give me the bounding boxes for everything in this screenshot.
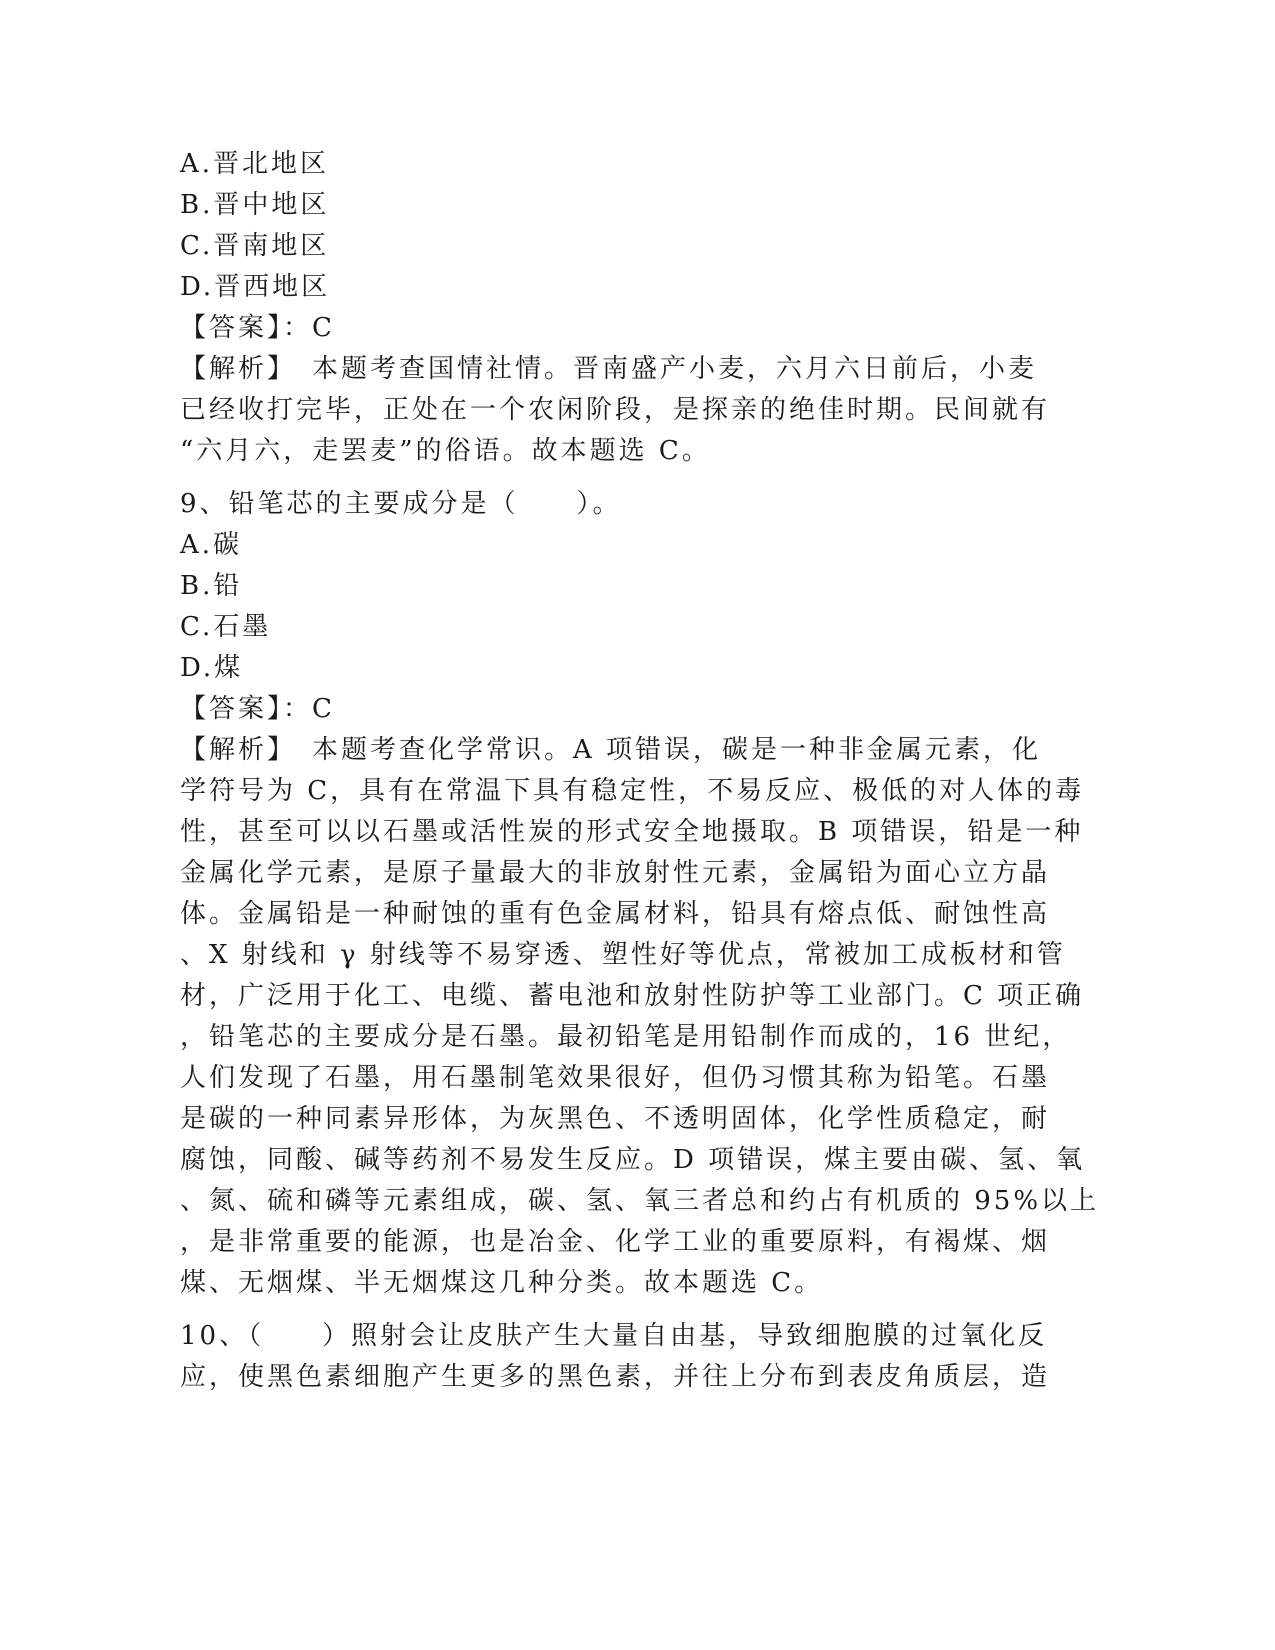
analysis-line: 已经收打完毕，正处在一个农闲阶段，是探亲的绝佳时期。民间就有	[180, 395, 1051, 425]
analysis-line: 是碳的一种同素异形体，为灰黑色、不透明固体，化学性质稳定，耐	[180, 1104, 1051, 1134]
question-10-block	[180, 1316, 1080, 1398]
question-spacer	[180, 472, 1080, 484]
answer-line: 【答案】：C	[180, 313, 335, 343]
analysis-line: 材，广泛用于化工、电缆、蓄电池和放射性防护等工业部门。C 项正确	[180, 981, 1085, 1011]
analysis-line: 人们发现了石墨，用石墨制笔效果很好，但仍习惯其称为铅笔。石墨	[180, 1063, 1051, 1093]
option-b: B.铅	[180, 571, 243, 601]
document-page	[180, 144, 1100, 1398]
analysis-line: 金属化学元素，是原子量最大的非放射性元素，金属铅为面心立方晶	[180, 858, 1051, 888]
analysis-line: 性，甚至可以以石墨或活性炭的形式安全地摄取。B 项错误，铅是一种	[180, 817, 1084, 847]
option-d: D.晋西地区	[180, 272, 331, 302]
option-c: C.石墨	[180, 612, 272, 642]
question-9-block	[180, 484, 1100, 1304]
analysis-line: 煤、无烟煤、半无烟煤这几种分类。故本题选 C。	[180, 1268, 824, 1298]
question-spacer	[180, 1304, 1080, 1316]
option-b: B.晋中地区	[180, 190, 330, 220]
option-a: A.碳	[180, 530, 243, 560]
analysis-line: 、X 射线和 γ 射线等不易穿透、塑性好等优点，常被加工成板材和管	[180, 940, 1066, 970]
option-c: C.晋南地区	[180, 231, 330, 261]
analysis-line: 腐蚀，同酸、碱等药剂不易发生反应。D 项错误，煤主要由碳、氢、氧	[180, 1145, 1086, 1175]
analysis-line: “六月六，走罢麦”的俗语。故本题选 C。	[180, 436, 711, 466]
question-text: 10、（ ）照射会让皮肤产生大量自由基，导致细胞膜的过氧化反	[180, 1321, 1048, 1351]
analysis-line: 、氮、硫和磷等元素组成，碳、氢、氧三者总和约占有机质的 95%以上	[180, 1186, 1100, 1216]
analysis-line: 【解析】 本题考查国情社情。晋南盛产小麦，六月六日前后，小麦	[180, 354, 1038, 384]
analysis-line: ，是非常重要的能源，也是冶金、化学工业的重要原料，有褐煤、烟	[180, 1227, 1051, 1257]
option-d: D.煤	[180, 653, 244, 683]
analysis-line: ，铅笔芯的主要成分是石墨。最初铅笔是用铅制作而成的，16 世纪，	[180, 1022, 1072, 1052]
answer-line: 【答案】：C	[180, 694, 335, 724]
analysis-line: 【解析】 本题考查化学常识。A 项错误，碳是一种非金属元素，化	[180, 735, 1042, 765]
question-8-block	[180, 144, 1080, 472]
question-text: 应，使黑色素细胞产生更多的黑色素，并往上分布到表皮角质层，造	[180, 1362, 1051, 1392]
analysis-line: 学符号为 C，具有在常温下具有稳定性，不易反应、极低的对人体的毒	[180, 776, 1085, 806]
question-text: 9、铅笔芯的主要成分是（ ）。	[180, 489, 622, 519]
option-a: A.晋北地区	[180, 149, 330, 179]
analysis-line: 体。金属铅是一种耐蚀的重有色金属材料，铅具有熔点低、耐蚀性高	[180, 899, 1051, 929]
